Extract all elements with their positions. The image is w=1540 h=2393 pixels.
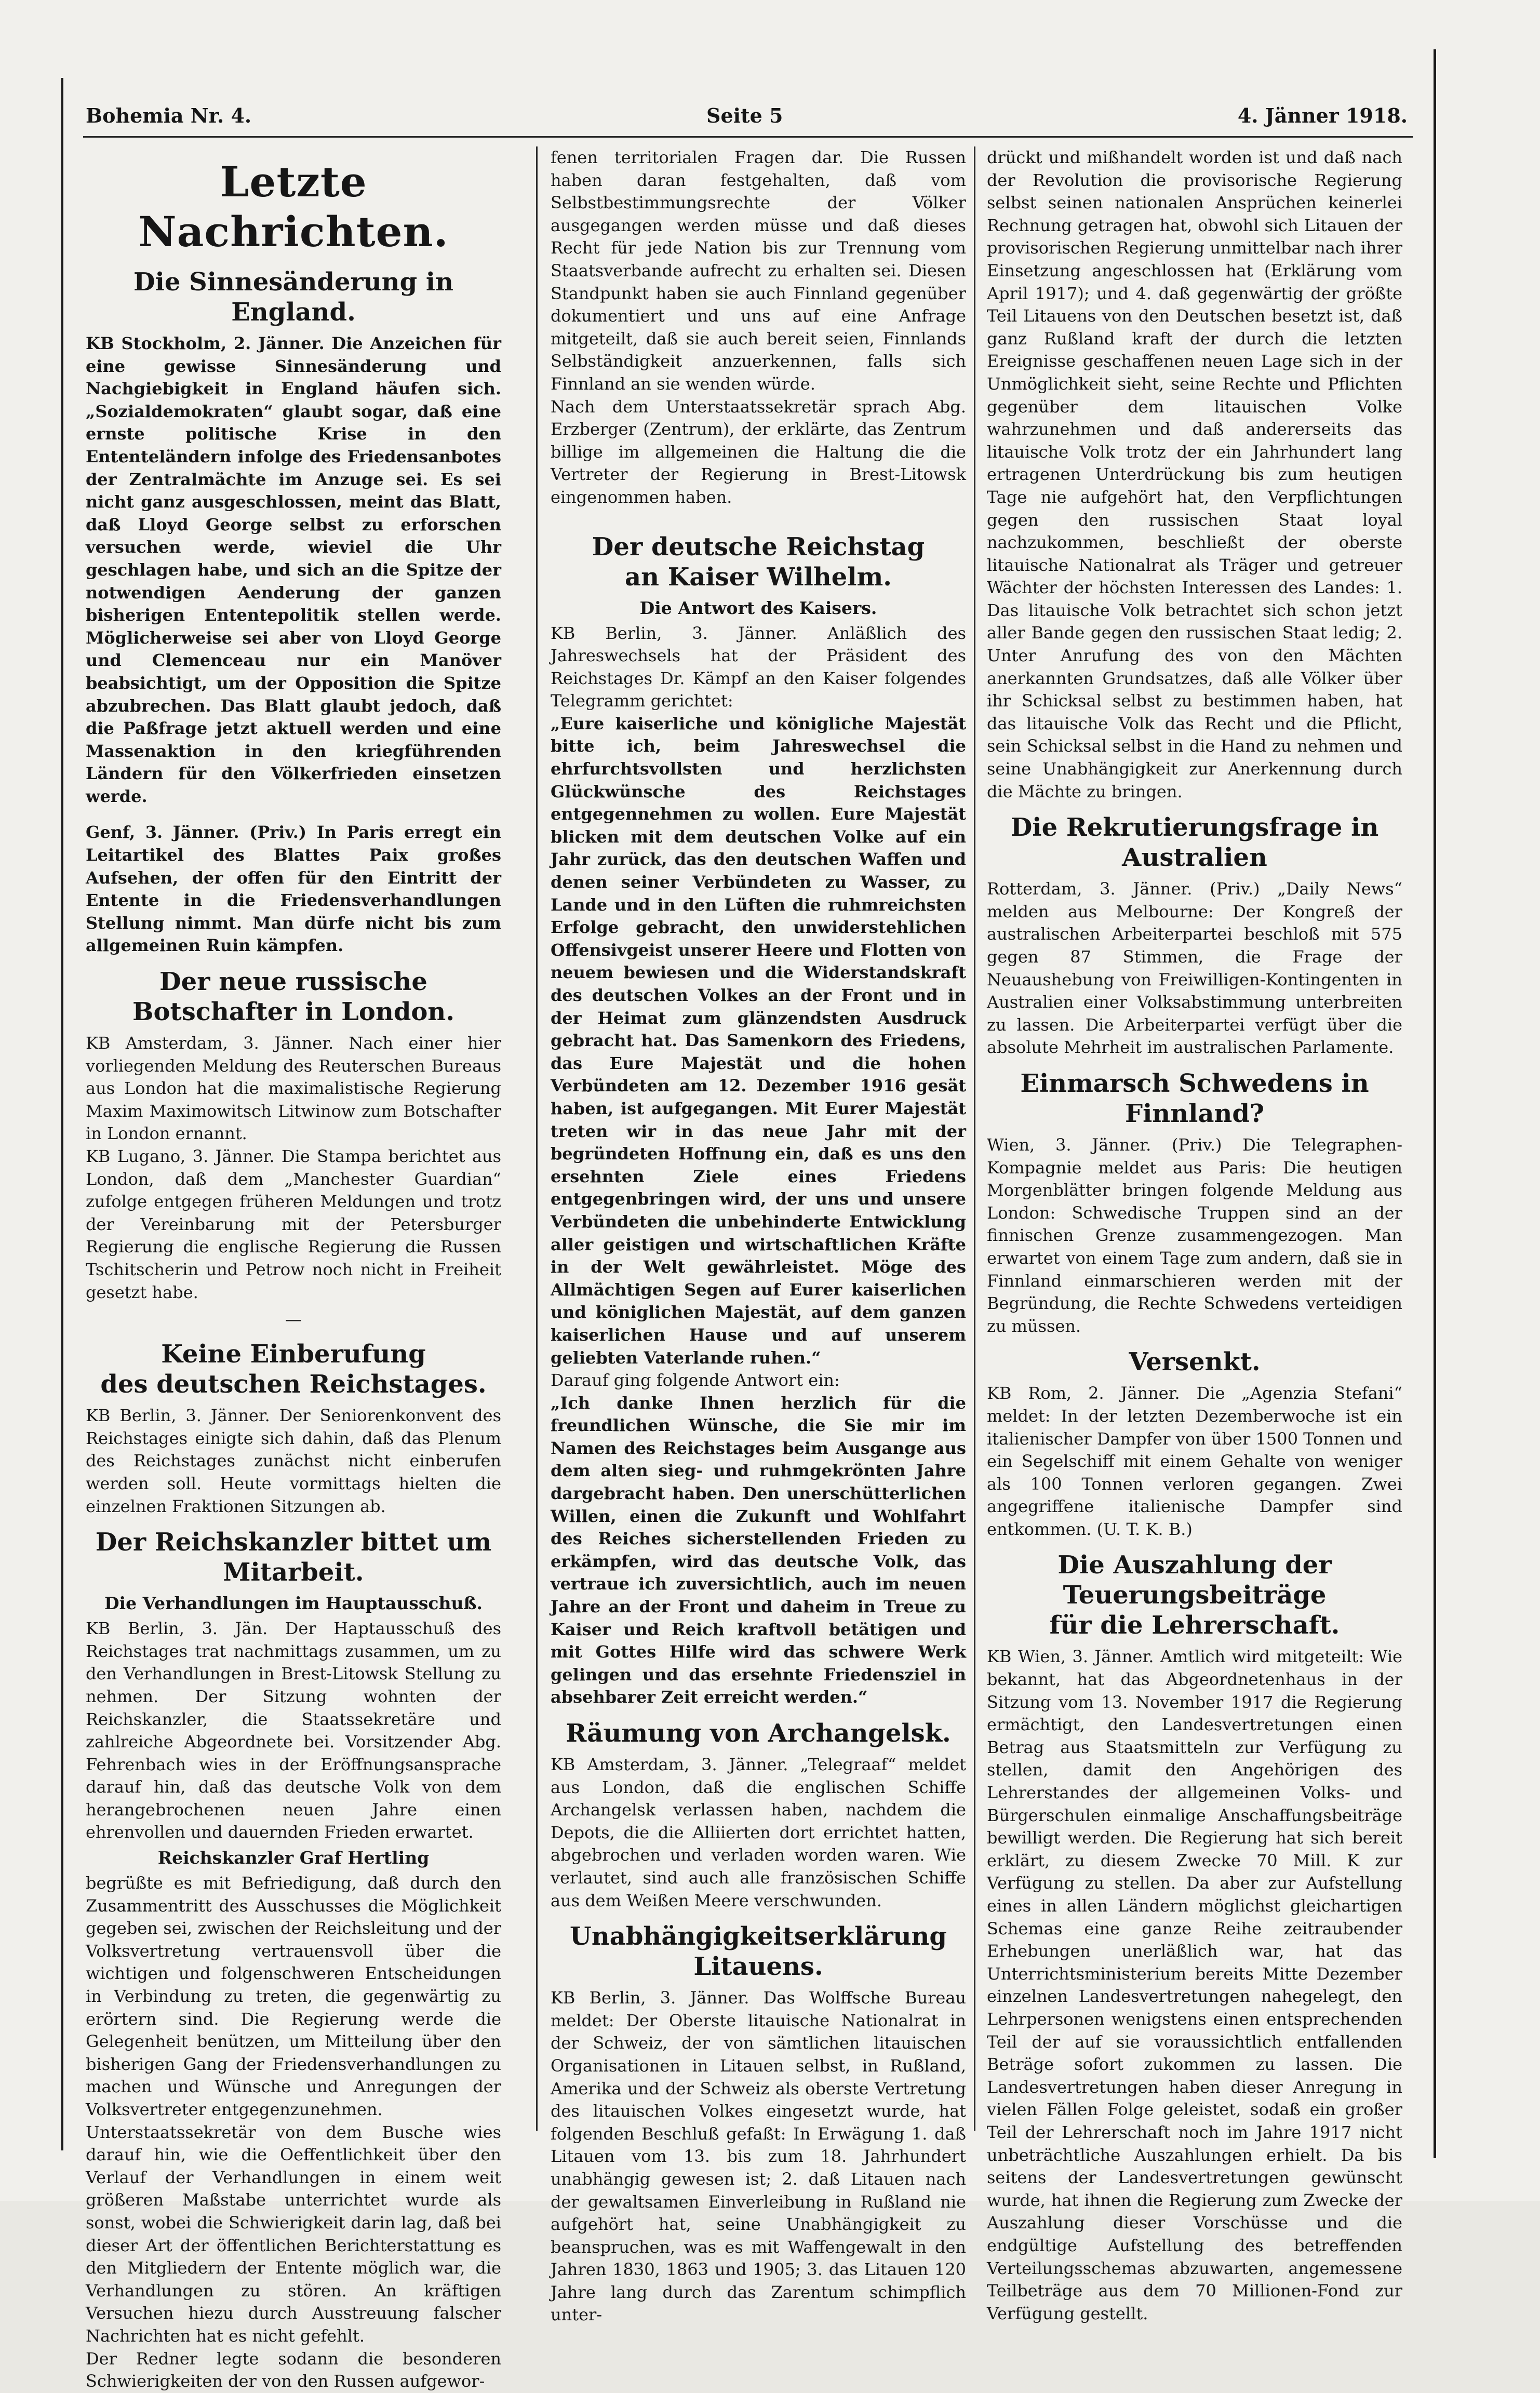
article-title-cont: an Kaiser Wilhelm. [624, 562, 892, 592]
article-paragraph: KB Lugano, 3. Jänner. Die Stampa berichtet aus London, daß dem „Manchester Guardian“ zufolge entgegen früheren Meldungen und trotz der Vereinbarung mit der Petersburger Regierung die englische Regierung die Russen Tschitscherin und Petrow noch nicht in Freiheit gesetzt habe. [86, 1146, 501, 1302]
article-paragraph: KB Berlin, 3. Jän. Der Haptausschuß des Reichstages trat nachmittags zusammen, um zu den Verhandlungen in Brest-Litowsk Stellung zu nehmen. Der Sitzung wohnten der Reichskanzler, die Staatssekretäre und zahlreiche Abgeordnete bei. Vorsitzender Abg. Fehrenbach wies in der Eröffnungsansprache darauf hin, daß das deutsche Volk von dem herangebrochenen neuen Jahre einen ehrenvollen und dauernden Frieden erwartet. [86, 1619, 501, 1842]
header-page-number: Seite 5 [706, 104, 783, 127]
article-paragraph: KB Berlin, 3. Jänner. Der Seniorenkonvent des Reichstages einigte sich dahin, daß das Plenum des Reichstages zunächst nicht einberufen werden soll. Heute vormittags hielten die einzelnen Fraktionen Sitzungen ab. [86, 1406, 501, 1516]
article-title: Einmarsch Schwedens in Finnland? [1020, 1068, 1369, 1128]
article-title-cont: des deutschen Reichstages. [100, 1370, 487, 1399]
column-1 [86, 146, 501, 2391]
article-paragraph: KB Stockholm, 2. Jänner. Die Anzeichen für eine gewisse Sinnesänderung und Nachgiebigkeit in England häufen sich. „Sozialdemokraten“ glaubt sogar, daß eine ernste politische Krise in den Ententeländern infolge des Friedensanbotes der Zentralmächte im Anzuge sei. Es sei nicht ganz ausgeschlossen, meint das Blatt, daß Lloyd George selbst zu erforschen versuchen werde, wieviel die Uhr geschlagen habe, und sich an die Spitze der notwendigen Aenderung der ganzen bisherigen Ententepolitik stellen werde. Möglicherweise sei aber von Lloyd George und Clemenceau nur ein Manöver beabsichtigt, um der Opposition die Spitze abzubrechen. Das Blatt glaubt jedoch, daß die Paßfrage jetzt aktuell werden und eine Massenaktion in den kriegführenden Ländern für den Völkerfrieden einsetzen werde. [86, 333, 501, 806]
header-issue: Bohemia Nr. 4. [86, 104, 252, 127]
article-paragraph: „Eure kaiserliche und königliche Majestät bitte ich, beim Jahreswechsel die ehrfurchtsvollsten und herzlichsten Glückwünsche des Reichstages entgegennehmen zu wollen. Eure Majestät blicken mit dem deutschen Volke auf ein Jahr zurück, das den deutschen Waffen und denen seiner Verbündeten zu Wasser, zu Lande und in den Lüften die ruhmreichsten Erfolge gebracht, den unwiderstehlichen Offensivgeist unserer Heere und Flotten von neuem bewiesen und die Widerstandskraft des deutschen Volkes an der Front und in der Heimat zum glänzendsten Ausdruck gebracht hat. Das Samenkorn des Friedens, das Eure Majestät und die hohen Verbündeten am 12. Dezember 1916 gesät haben, ist aufgegangen. Mit Eurer Majestät treten wir in das neue Jahr mit der begründeten Hoffnung ein, daß es uns den ersehnten Ziele eines Friedens entgegenbringen wird, der uns und unsere Verbündeten die unbehinderte Entwicklung aller geistigen und wirtschaftlichen Kräfte in der Welt gewährleistet. Möge des Allmächtigen Segen auf Eurer kaiserlichen und königlichen Majestät, auf dem ganzen kaiserlichen Hause und auf unserem geliebten Vaterlande ruhen.“ [551, 713, 966, 1368]
article-subtitle: Die Verhandlungen im Hauptausschuß. [104, 1593, 483, 1614]
article-paragraph: drückt und mißhandelt worden ist und daß nach der Revolution die provisorische Regierung selbst seinen nationalen Ansprüchen keinerlei Rechnung getragen hat, obwohl sich Litauen der provisorischen Regierung unmittelbar nach ihrer Einsetzung angeschlossen hat (Erklärung vom April 1917); und 4. daß gegenwärtig der größte Teil Litauens von den Deutschen besetzt ist, daß ganz Rußland kraft der durch die letzten Ereignisse geschaffenen neuen Lage sich in der Unmöglichkeit sieht, seine Rechte und Pflichten gegenüber dem litauischen Volke wahrzunehmen und daß andererseits das litauische Volk trotz der ein Jahrhundert lang ertragenen Unterdrückung bis zum heutigen Tage nie aufgehört hat, den Verpflichtungen gegen den russischen Staat loyal nachzukommen, beschließt der oberste litauische Nationalrat als Träger und getreuer Wächter der höchsten Interessen des Landes: 1. Das litauische Volk betrachtet sich schon jetzt aller Bande gegen den russischen Staat ledig; 2. Unter Anrufung des von den Mächten anerkannten Grundsatzes, daß alle Völker über ihr Schicksal selbst zu bestimmen haben, hat das litauische Volk das Recht und die Pflicht, sein Schicksal selbst in die Hand zu nehmen und seine Unabhängigkeit zur Anerkennung durch die Mächte zu bringen. [987, 148, 1402, 801]
article-title: Versenkt. [1129, 1347, 1261, 1377]
article-paragraph: Der Redner legte sodann die besonderen Schwierigkeiten der von den Russen aufgewor- [86, 2348, 501, 2391]
article-paragraph: KB Berlin, 3. Jänner. Das Wolffsche Bureau meldet: Der Oberste litauische Nationalrat in der Schweiz, der von sämtlichen litauischen Organisationen in Litauen selbst, in Rußland, Amerika und der Schweiz als oberste Vertretung des litauischen Volkes eingesetzt wurde, hat folgenden Beschluß gefaßt: In Erwägung 1. daß Litauen vom 13. bis zum 18. Jahrhundert unabhängig gewesen ist; 2. daß Litauen nach der gewaltsamen Einverleibung in Rußland nie aufgehört hat, seine Unabhängigkeit zu beanspruchen, was es mit Waffengewalt in den Jahren 1830, 1863 und 1905; 3. das Litauen 120 Jahre lang durch das Zarentum schimpflich unter- [551, 1988, 966, 2325]
article-paragraph: KB Amsterdam, 3. Jänner. „Telegraaf“ meldet aus London, daß die englischen Schiffe Archangelsk verlassen haben, nachdem die Depots, die die Alliierten dort errichtet hatten, abgebrochen und verladen worden waren. Wie verlautet, sind auch alle französischen Schiffe aus dem Weißen Meere verschwunden. [551, 1755, 966, 1910]
article-title: Die Rekrutierungsfrage in Australien [1010, 813, 1379, 873]
article-paragraph: Unterstaatssekretär von dem Busche wies darauf hin, wie die Oeffentlichkeit über den Verlauf der Verhandlungen in einem weit größeren Maßstabe unterrichtet wurde als sonst, wobei die Schwierigkeit darin lag, daß bei dieser Art der öffentlichen Berichterstattung es den Mitgliedern der Entente möglich war, die Verhandlungen zu stören. An kräftigen Versuchen hiezu durch Ausstreuung falscher Nachrichten hat es nicht gefehlt. [86, 2122, 501, 2346]
article-paragraph: KB Berlin, 3. Jänner. Anläßlich des Jahreswechsels hat der Präsident des Reichstages Dr. Kämpf an den Kaiser folgendes Telegramm gerichtet: [551, 623, 966, 711]
column-3 [987, 146, 1402, 2323]
header-date: 4. Jänner 1918. [1237, 104, 1408, 127]
page-header [86, 104, 1408, 135]
header-rule [83, 136, 1413, 138]
article-paragraph: fenen territorialen Fragen dar. Die Russen haben daran festgehalten, daß vom Selbstbestimmungsrechte der Völker ausgegangen werden müsse und daß dieses Recht für jede Nation bis zur Trennung vom Staatsverbande aufrecht zu erhalten sei. Diesen Standpunkt haben sie auch Finnland gegenüber dokumentiert und uns auf eine Anfrage mitgeteilt, daß sie auch bereit seien, Finnlands Selbständigkeit anzuerkennen, falls sich Finnland an sie wenden würde. [551, 148, 966, 394]
article-title: Keine Einberufung [161, 1340, 426, 1369]
article-paragraph: begrüßte es mit Befriedigung, daß durch den Zusammentritt des Ausschusses die Möglichkeit gegeben sei, zwischen der Reichsleitung und der Volksvertretung vertrauensvoll über die wichtigen und folgenschweren Entscheidungen in Verbindung zu treten, die gegenwärtig zu erörtern sind. Die Regierung werde die Gelegenheit benützen, um Mitteilung über den bisherigen Gang der Friedensverhandlungen zu machen und Wünsche und Anregungen der Volksvertreter entgegenzunehmen. [86, 1873, 501, 2119]
article-subtitle: Die Antwort des Kaisers. [639, 597, 877, 618]
article-title: Unabhängigkeitserklärung Litauens. [570, 1922, 947, 1982]
separator: — [285, 1309, 302, 1330]
article-paragraph: Wien, 3. Jänner. (Priv.) Die Telegraphen-Kompagnie meldet aus Paris: Die heutigen Morgenblätter bringen folgende Meldung aus London: Schwedische Truppen sind an der finnischen Grenze zusammengezogen. Man erwartet von einem Tage zum andern, daß sie in Finnland einmarschieren werden mit der Begründung, die Rechte Schwedens verteidigen zu müssen. [987, 1134, 1402, 1336]
right-scan-border [1434, 49, 1436, 2158]
article-paragraph: „Ich danke Ihnen herzlich für die freundlichen Wünsche, die Sie mir im Namen des Reichstages beim Ausgange aus dem alten sieg- und ruhmgekrönten Jahre dargebracht haben. Den unerschütterlichen Willen, einen die Zukunft und Wohlfahrt des Reiches sicherstellenden Frieden zu erkämpfen, wird das deutsche Volk, das vertraue ich zuversichtlich, auch im neuen Jahre an der Front und daheim in Treue zu Kaiser und Reich kraftvoll betätigen und mit Gottes Hilfe wird das schwere Werk gelingen und das ersehnte Friedensziel in absehbarer Zeit erreicht werden.“ [551, 1393, 966, 1707]
section-title: Letzte Nachrichten. [138, 157, 449, 256]
article-paragraph: Rotterdam, 3. Jänner. (Priv.) „Daily News“ melden aus Melbourne: Der Kongreß der australischen Arbeiterpartei beschloß mit 575 gegen 87 Stimmen, die Frage der Neuaushebung von Freiwilligen-Kontingenten in Australien einer Volksabstimmung unterbreiten zu lassen. Die Arbeiterpartei verfügt über die absolute Mehrheit im australischen Parlamente. [987, 879, 1402, 1058]
article-title: Der Reichskanzler bittet um Mitarbeit. [95, 1528, 492, 1587]
column-rule-1 [536, 146, 538, 2131]
article-title: Die Auszahlung der Teuerungsbeiträge [1057, 1550, 1332, 1610]
article-title: Der neue russische Botschafter in London. [132, 967, 455, 1027]
article-paragraph: KB Amsterdam, 3. Jänner. Nach einer hier vorliegenden Meldung des Reuterschen Bureaus aus London hat die maximalistische Regierung Maxim Maximowitsch Litwinow zum Botschafter in London ernannt. [86, 1033, 501, 1144]
article-title: Die Sinnesänderung in England. [133, 268, 453, 327]
article-subtitle: Reichskanzler Graf Hertling [157, 1848, 430, 1868]
article-paragraph: KB Wien, 3. Jänner. Amtlich wird mitgeteilt: Wie bekannt, hat das Abgeordnetenhaus in der Sitzung vom 13. November 1917 die Regierung ermächtigt, den Landesvertretungen einen Betrag aus Staatsmitteln zur Verfügung zu stellen, damit den Angehörigen des Lehrerstandes der allgemeinen Volks- und Bürgerschulen einmalige Anschaffungsbeiträge bewilligt werden. Die Regierung hat sich bereit erklärt, zu diesem Zwecke 70 Mill. K zur Verfügung zu stellen. Da aber zur Aufstellung eines in allen Ländern möglichst gleichartigen Schemas eine ganze Reihe zeitraubender Erhebungen unerläßlich war, hat das Unterrichtsministerium bereits Mitte Dezember einzelnen Landesvertretungen nahegelegt, den Lehrpersonen wenigstens einen entsprechenden Teil der auf sie voraussichtlich entfallenden Beträge sofort zukommen zu lassen. Die Landesvertretungen haben dieser Anregung in vielen Fällen Folge geleistet, sodaß ein großer Teil der Lehrerschaft noch im Jahre 1917 nicht unbeträchtliche Auszahlungen erhielt. Da bis seitens der Landesvertretungen gewünscht wurde, hat ihnen die Regierung zum Zwecke der Auszahlung dieser Vorschüsse und die endgültige Aufstellung des betreffenden Verteilungsschemas abzuwarten, angemessene Teilbeträge aus dem 70 Millionen-Fond zur Verfügung gestellt. [987, 1647, 1402, 2323]
article-paragraph: Genf, 3. Jänner. (Priv.) In Paris erregt ein Leitartikel des Blattes Paix großes Aufsehen, der offen für den Eintritt der Entente in die Friedensverhandlungen Stellung nimmt. Man dürfe nicht bis zum allgemeinen Ruin kämpfen. [86, 822, 501, 956]
article-title: Räumung von Archangelsk. [566, 1719, 951, 1748]
article-title: Der deutsche Reichstag [592, 532, 925, 562]
article-paragraph: KB Rom, 2. Jänner. Die „Agenzia Stefani“ meldet: In der letzten Dezemberwoche ist ein italienischer Dampfer von über 1500 Tonnen und ein Segelschiff mit einem Gehalte von weniger als 100 Tonnen verloren gegangen. Zwei angegriffene italienische Dampfer sind entkommen. (U. T. K. B.) [987, 1383, 1402, 1539]
article-paragraph: Darauf ging folgende Antwort ein: [551, 1370, 840, 1391]
article-title-cont: für die Lehrerschaft. [1049, 1611, 1340, 1640]
article-paragraph: Nach dem Unterstaatssekretär sprach Abg. Erzberger (Zentrum), der erklärte, das Zentrum billige im allgemeinen die Haltung die die Vertreter der Regierung in Brest-Litowsk eingenommen haben. [551, 396, 966, 507]
column-rule-2 [974, 146, 975, 2131]
column-2 [551, 146, 966, 2325]
left-scan-border [61, 78, 63, 2150]
